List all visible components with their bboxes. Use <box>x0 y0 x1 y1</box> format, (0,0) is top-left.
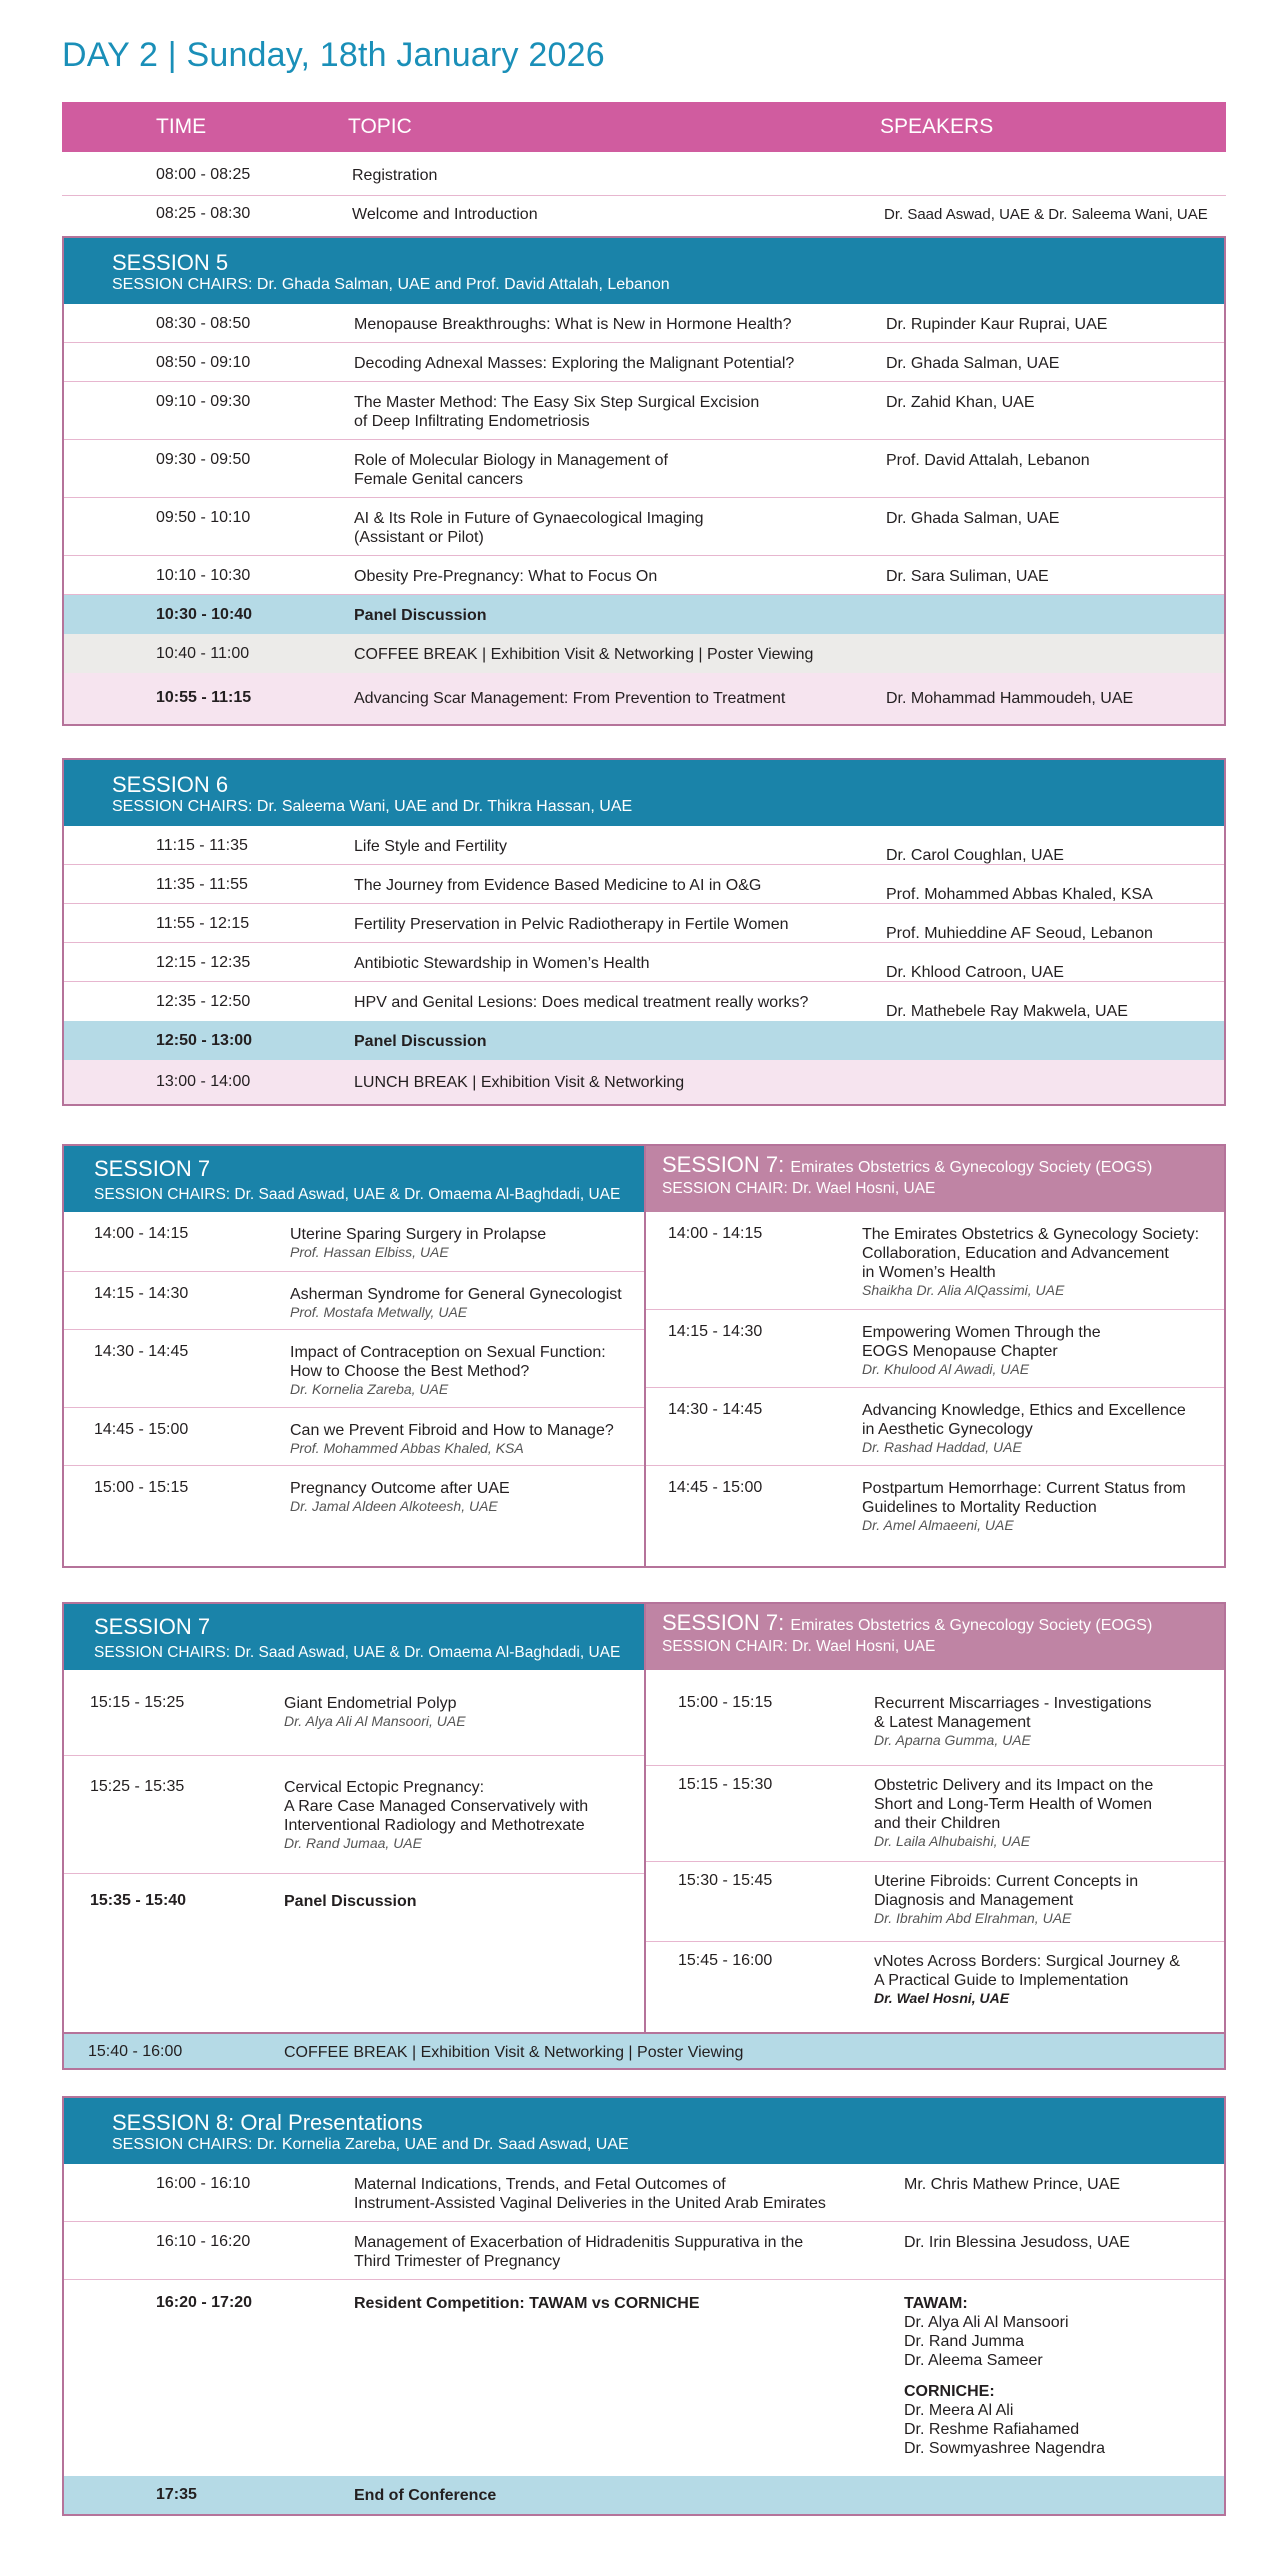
list-item: 15:00 - 15:15 Pregnancy Outcome after UAE Dr. Jamal Aldeen Alkoteesh, UAE <box>94 1479 510 1514</box>
table-row: 12:35 - 12:50 HPV and Genital Lesions: Does medical treatment really works? Dr. Mathebele Ray Makwela, UAE <box>156 993 1128 1020</box>
table-row: 09:50 - 10:10 AI & Its Role in Future of Gynaecological Imaging (Assistant or Pilot) Dr. Ghada Salman, UAE <box>64 498 1224 556</box>
list-item: 14:15 - 14:30 Asherman Syndrome for General Gynecologist Prof. Mostafa Metwally, UAE <box>64 1272 644 1330</box>
header-speakers: SPEAKERS <box>880 115 994 138</box>
table-row: 08:50 - 09:10 Decoding Adnexal Masses: Exploring the Malignant Potential? Dr. Ghada Salman, UAE <box>64 343 1224 382</box>
panel-discussion-row: 12:50 - 13:00 Panel Discussion <box>64 1021 1224 1060</box>
panel-discussion-row: 10:30 - 10:40 Panel Discussion <box>64 595 1224 634</box>
session-7-eogs <box>646 1604 1224 2032</box>
panel-discussion-row: 15:35 - 15:40 Panel Discussion <box>90 1892 417 1910</box>
header-topic: TOPIC <box>348 115 412 138</box>
table-row: 12:15 - 12:35 Antibiotic Stewardship in Women’s Health Dr. Khlood Catroon, UAE <box>64 943 1224 982</box>
table-row: 09:30 - 09:50 Role of Molecular Biology in Management of Female Genital cancers Prof. David Attalah, Lebanon <box>64 440 1224 498</box>
list-item: 15:25 - 15:35 Cervical Ectopic Pregnancy: A Rare Case Managed Conservatively with Interventional Radiology and Methotrexate Dr. Rand Jumaa, UAE <box>64 1756 644 1874</box>
page-title: DAY 2 | Sunday, 18th January 2026 <box>62 36 605 74</box>
table-row: 11:55 - 12:15 Fertility Preservation in Pelvic Radiotherapy in Fertile Women Prof. Muhieddine AF Seoud, Lebanon <box>64 904 1224 943</box>
list-item: 15:45 - 16:00 vNotes Across Borders: Surgical Journey & A Practical Guide to Implementation Dr. Wael Hosni, UAE <box>678 1952 1180 2006</box>
table-row: 11:35 - 11:55 The Journey from Evidence Based Medicine to AI in O&G Prof. Mohammed Abbas Khaled, KSA <box>64 865 1224 904</box>
session-header: SESSION 7 SESSION CHAIRS: Dr. Saad Aswad, UAE & Dr. Omaema Al-Baghdadi, UAE <box>64 1146 644 1212</box>
list-item: 15:00 - 15:15 Recurrent Miscarriages - Investigations & Latest Management Dr. Aparna Gumma, UAE <box>646 1670 1224 1766</box>
competition-teams: TAWAM: Dr. Alya Ali Al Mansoori Dr. Rand Jumma Dr. Aleema Sameer CORNICHE: Dr. Meera Al Ali Dr. Reshme Rafiahamed Dr. Sowmyashree Nagendra <box>904 2295 1105 2457</box>
table-row: 10:55 - 11:15 Advancing Scar Management: From Prevention to Treatment Dr. Mohammad Hammoudeh, UAE <box>64 673 1224 724</box>
table-row: 09:10 - 09:30 The Master Method: The Easy Six Step Surgical Excision of Deep Infiltrating Endometriosis Dr. Zahid Khan, UAE <box>64 382 1224 440</box>
session-7-left <box>64 1604 644 2032</box>
session-7-part-2 <box>62 1602 1226 2070</box>
table-row: 08:25 - 08:30 Welcome and Introduction Dr. Saad Aswad, UAE & Dr. Saleema Wani, UAE <box>156 205 1208 223</box>
table-row: 08:00 - 08:25 Registration <box>62 160 1226 196</box>
list-item: 14:00 - 14:15 Uterine Sparing Surgery in Prolapse Prof. Hassan Elbiss, UAE <box>64 1212 644 1272</box>
coffee-break-row: 10:40 - 11:00 COFFEE BREAK | Exhibition Visit & Networking | Poster Viewing <box>64 634 1224 673</box>
lunch-break-row: 13:00 - 14:00 LUNCH BREAK | Exhibition Visit & Networking <box>64 1060 1224 1104</box>
list-item: 14:45 - 15:00 Postpartum Hemorrhage: Current Status from Guidelines to Mortality Reduction Dr. Amel Almaeeni, UAE <box>668 1479 1186 1533</box>
table-header <box>62 102 1226 152</box>
end-row: 17:35 End of Conference <box>64 2476 1224 2514</box>
session-header: SESSION 8: Oral Presentations SESSION CHAIRS: Dr. Kornelia Zareba, UAE and Dr. Saad Aswad, UAE <box>64 2098 1224 2164</box>
list-item: 14:00 - 14:15 The Emirates Obstetrics & Gynecology Society: Collaboration, Education and Advancement in Women’s Health Shaikha Dr. Alia AlQassimi, UAE <box>646 1212 1224 1310</box>
table-row: 16:00 - 16:10 Maternal Indications, Trends, and Fetal Outcomes of Instrument-Assisted Vaginal Deliveries in the United Arab Emirates Mr. Chris Mathew Prince, UAE <box>64 2164 1224 2222</box>
session-6 <box>62 758 1226 1106</box>
session-7-eogs <box>646 1146 1224 1566</box>
session-7-left <box>64 1146 644 1566</box>
list-item: 14:45 - 15:00 Can we Prevent Fibroid and How to Manage? Prof. Mohammed Abbas Khaled, KSA <box>64 1408 644 1466</box>
session-7-part-1 <box>62 1144 1226 1568</box>
session-header: SESSION 6 SESSION CHAIRS: Dr. Saleema Wani, UAE and Dr. Thikra Hassan, UAE <box>64 760 1224 826</box>
list-item: 15:15 - 15:25 Giant Endometrial Polyp Dr. Alya Ali Al Mansoori, UAE <box>64 1670 644 1756</box>
coffee-break-row: 15:40 - 16:00 COFFEE BREAK | Exhibition Visit & Networking | Poster Viewing <box>64 2032 1224 2068</box>
competition-row: 16:20 - 17:20 Resident Competition: TAWAM vs CORNICHE TAWAM: Dr. Alya Ali Al Mansoori Dr. Rand Jumma Dr. Aleema Sameer CORNICHE: Dr. Meera Al Ali Dr. Reshme Rafiahamed Dr. Sowmyashree Nagendra <box>156 2294 1105 2457</box>
list-item: 15:30 - 15:45 Uterine Fibroids: Current Concepts in Diagnosis and Management Dr. Ibrahim Abd Elrahman, UAE <box>646 1862 1224 1942</box>
session-header: SESSION 7: Emirates Obstetrics & Gynecology Society (EOGS) SESSION CHAIR: Dr. Wael Hosni, UAE <box>646 1146 1224 1212</box>
session-8 <box>62 2096 1226 2516</box>
list-item: 15:15 - 15:30 Obstetric Delivery and its Impact on the Short and Long-Term Health of Women and their Children Dr. Laila Alhubaishi, UAE <box>646 1766 1224 1862</box>
list-item: 14:30 - 14:45 Advancing Knowledge, Ethics and Excellence in Aesthetic Gynecology Dr. Rashad Haddad, UAE <box>646 1388 1224 1466</box>
session-header: SESSION 7 SESSION CHAIRS: Dr. Saad Aswad, UAE & Dr. Omaema Al-Baghdadi, UAE <box>64 1604 644 1670</box>
table-row: 10:10 - 10:30 Obesity Pre-Pregnancy: What to Focus On Dr. Sara Suliman, UAE <box>64 556 1224 595</box>
list-item: 14:15 - 14:30 Empowering Women Through the EOGS Menopause Chapter Dr. Khulood Al Awadi, UAE <box>646 1310 1224 1388</box>
table-row: 11:15 - 11:35 Life Style and Fertility Dr. Carol Coughlan, UAE <box>64 826 1224 865</box>
header-time: TIME <box>156 115 207 138</box>
session-5 <box>62 236 1226 726</box>
list-item: 14:30 - 14:45 Impact of Contraception on Sexual Function: How to Choose the Best Method? Dr. Kornelia Zareba, UAE <box>64 1330 644 1408</box>
table-row: 16:10 - 16:20 Management of Exacerbation of Hidradenitis Suppurativa in the Third Trimester of Pregnancy Dr. Irin Blessina Jesudoss, UAE <box>64 2222 1224 2280</box>
session-header: SESSION 7: Emirates Obstetrics & Gynecology Society (EOGS) SESSION CHAIR: Dr. Wael Hosni, UAE <box>646 1604 1224 1670</box>
table-row: 08:30 - 08:50 Menopause Breakthroughs: What is New in Hormone Health? Dr. Rupinder Kaur Ruprai, UAE <box>64 304 1224 343</box>
session-header: SESSION 5 SESSION CHAIRS: Dr. Ghada Salman, UAE and Prof. David Attalah, Lebanon <box>64 238 1224 304</box>
